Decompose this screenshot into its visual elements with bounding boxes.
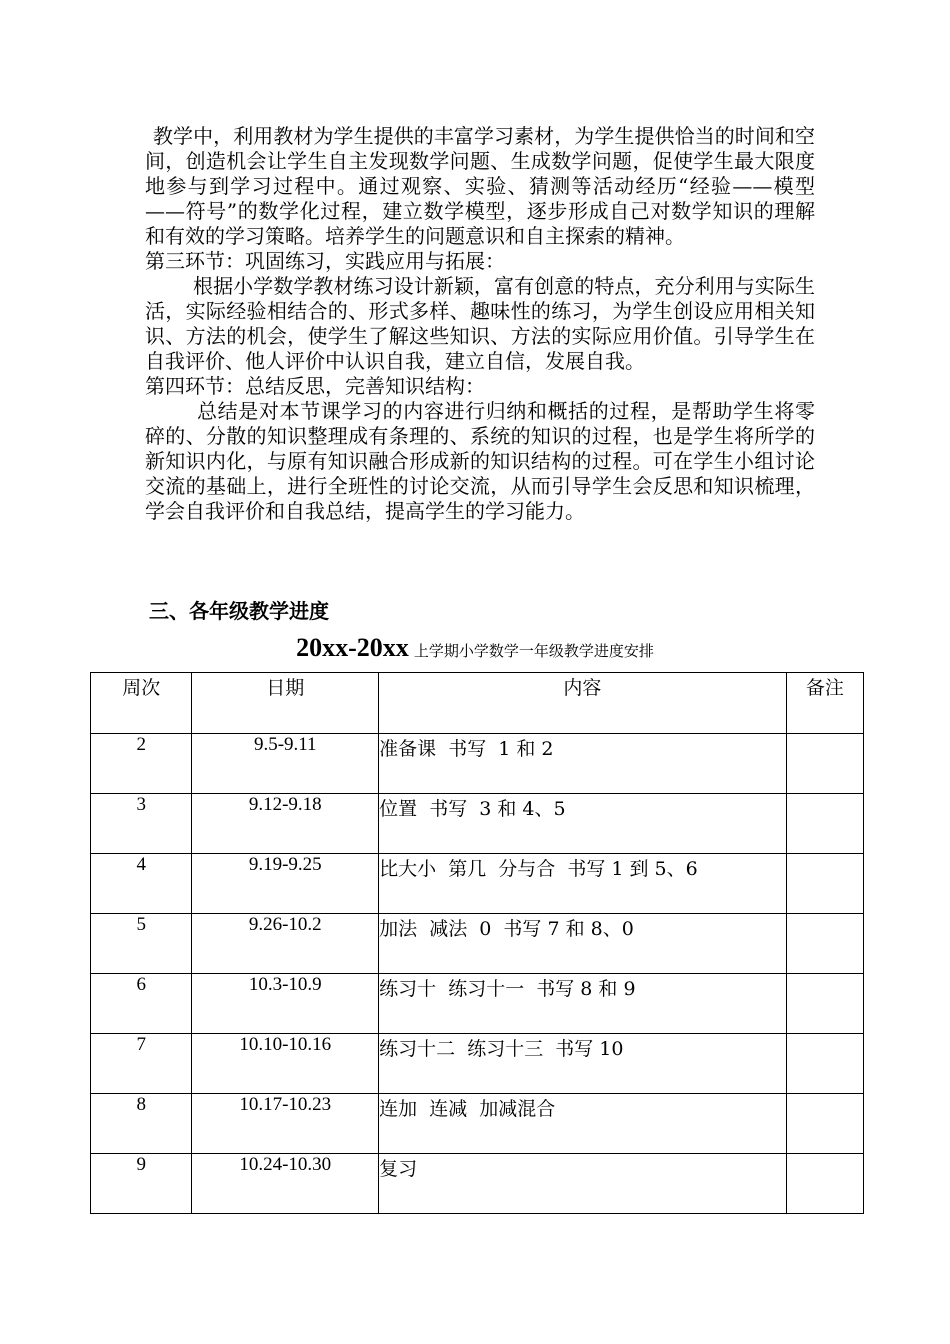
note-cell	[786, 854, 863, 914]
date-cell: 10.24-10.30	[192, 1154, 379, 1214]
table-header-row	[91, 673, 864, 734]
schedule-table	[90, 672, 864, 1214]
section-heading: 三、各年级教学进度	[149, 599, 329, 623]
paragraph-practice: 根据小学数学教材练习设计新颖，富有创意的特点，充分利用与实际生活，实际经验相结合的、形式多样、趣味性的练习，为学生创设应用相关知识、方法的机会，使学生了解这些知识、方法的实际应用价值。引导学生在自我评价、他人评价中认识自我，建立自信，发展自我。	[145, 274, 815, 373]
week-cell: 9	[91, 1154, 192, 1214]
table-row	[91, 794, 864, 854]
content-cell: 加法 减法 0 书写 7 和 8、0	[379, 914, 787, 974]
heading-stage-four: 第四环节：总结反思，完善知识结构：	[145, 374, 485, 398]
week-cell: 2	[91, 734, 192, 794]
date-cell: 10.3-10.9	[192, 974, 379, 1034]
header-week: 周次	[91, 673, 192, 734]
table-body	[91, 734, 864, 1214]
date-cell: 9.19-9.25	[192, 854, 379, 914]
content-cell: 准备课 书写 1 和 2	[379, 734, 787, 794]
date-cell: 10.10-10.16	[192, 1034, 379, 1094]
table-row	[91, 1094, 864, 1154]
week-cell: 5	[91, 914, 192, 974]
content-cell: 练习十 练习十一 书写 8 和 9	[379, 974, 787, 1034]
note-cell	[786, 1094, 863, 1154]
date-cell: 9.5-9.11	[192, 734, 379, 794]
note-cell	[786, 914, 863, 974]
table-title-year: 20xx-20xx	[296, 633, 409, 662]
heading-stage-three: 第三环节：巩固练习，实践应用与拓展：	[145, 249, 505, 273]
table-title	[0, 633, 950, 663]
note-cell	[786, 974, 863, 1034]
content-cell: 位置 书写 3 和 4、5	[379, 794, 787, 854]
table-title-subtitle: 上学期小学数学一年级教学进度安排	[413, 642, 654, 660]
note-cell	[786, 794, 863, 854]
week-cell: 7	[91, 1034, 192, 1094]
content-cell: 比大小 第几 分与合 书写 1 到 5、6	[379, 854, 787, 914]
date-cell: 10.17-10.23	[192, 1094, 379, 1154]
week-cell: 3	[91, 794, 192, 854]
table-row	[91, 854, 864, 914]
header-content: 内容	[379, 673, 787, 734]
table-row	[91, 1154, 864, 1214]
paragraph-summary: 总结是对本节课学习的内容进行归纳和概括的过程，是帮助学生将零碎的、分散的知识整理成有条理的、系统的知识的过程，也是学生将所学的新知识内化，与原有知识融合形成新的知识结构的过程。可在学生小组讨论交流的基础上，进行全班性的讨论交流，从而引导学生会反思和知识梳理，学会自我评价和自我总结，提高学生的学习能力。	[145, 399, 815, 523]
date-cell: 9.12-9.18	[192, 794, 379, 854]
table-row	[91, 734, 864, 794]
week-cell: 8	[91, 1094, 192, 1154]
week-cell: 6	[91, 974, 192, 1034]
content-cell: 连加 连减 加减混合	[379, 1094, 787, 1154]
table-row	[91, 1034, 864, 1094]
table-row	[91, 974, 864, 1034]
header-note: 备注	[786, 673, 863, 734]
paragraph-teaching: 教学中，利用教材为学生提供的丰富学习素材，为学生提供恰当的时间和空间，创造机会让学生自主发现数学问题、生成数学问题，促使学生最大限度地参与到学习过程中。通过观察、实验、猜测等活动经历“经验——模型——符号”的数学化过程，建立数学模型，逐步形成自己对数学知识的理解和有效的学习策略。培养学生的问题意识和自主探索的精神。	[145, 124, 815, 248]
week-cell: 4	[91, 854, 192, 914]
note-cell	[786, 1034, 863, 1094]
content-cell: 复习	[379, 1154, 787, 1214]
date-cell: 9.26-10.2	[192, 914, 379, 974]
table-row	[91, 914, 864, 974]
note-cell	[786, 1154, 863, 1214]
body-text	[145, 124, 815, 524]
content-cell: 练习十二 练习十三 书写 10	[379, 1034, 787, 1094]
header-date: 日期	[192, 673, 379, 734]
note-cell	[786, 734, 863, 794]
